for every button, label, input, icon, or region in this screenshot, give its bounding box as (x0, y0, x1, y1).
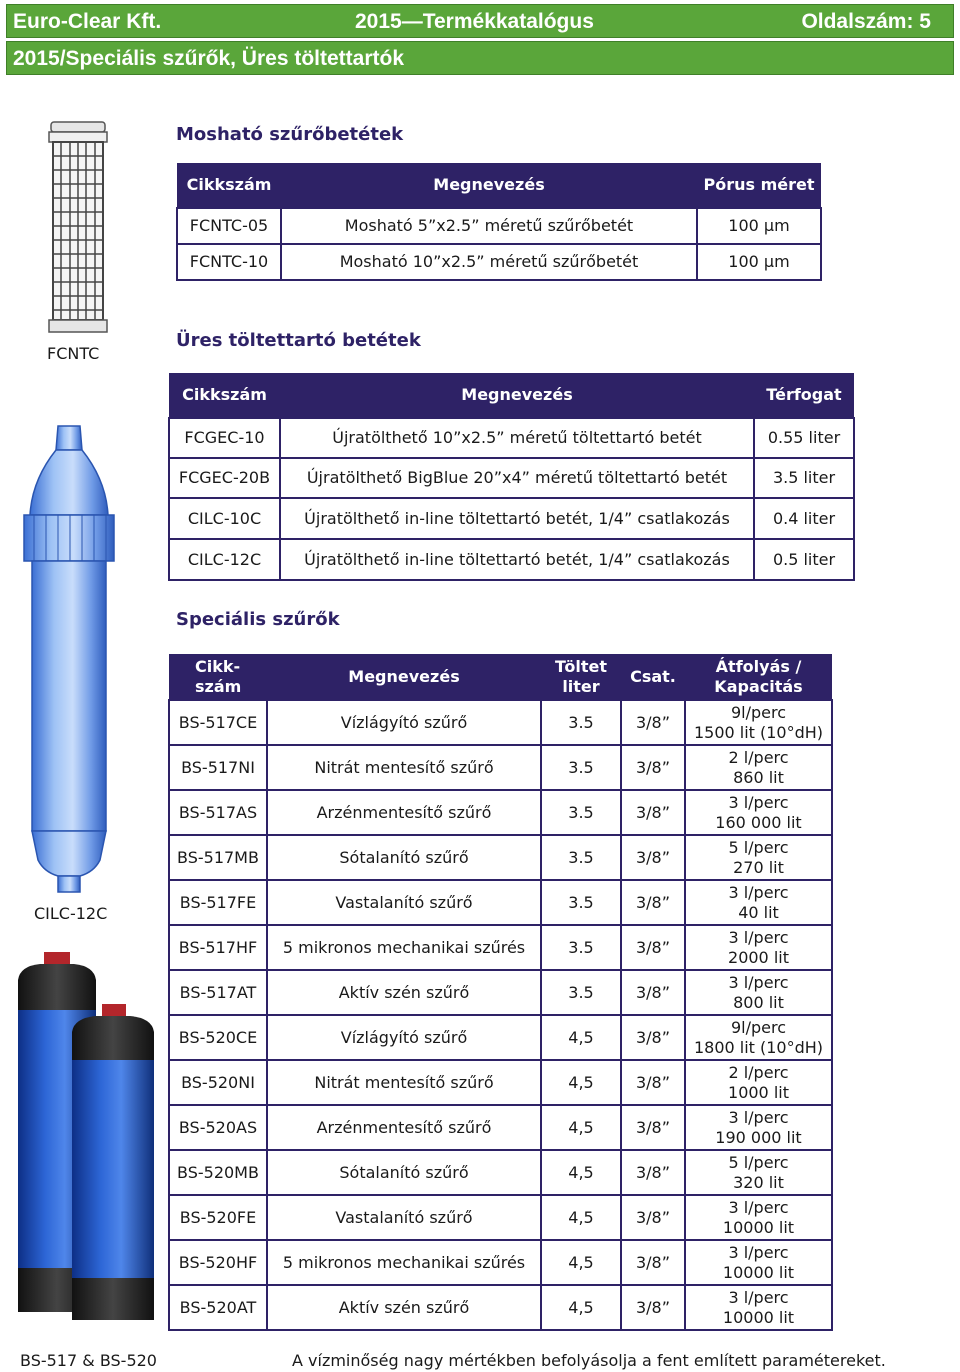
table-row (169, 1105, 832, 1150)
row-flow-rate: 3 l/perc (728, 1107, 789, 1127)
col-header-code: Cikk- szám (169, 654, 267, 700)
cilc-housing-image (14, 420, 124, 896)
row-flow-rate: 3 l/perc (728, 882, 789, 902)
col-header-name: Megnevezés (267, 654, 541, 700)
row-capacity-volume: 860 lit (733, 767, 784, 787)
row-capacity-volume: 800 lit (733, 992, 784, 1012)
bs-filters-image (10, 950, 158, 1324)
row-flow-rate: 3 l/perc (728, 972, 789, 992)
row-code: BS-520HF (169, 1240, 267, 1285)
row-capacity-volume: 10000 lit (722, 1217, 795, 1237)
row-capacity-volume: 10000 lit (722, 1307, 795, 1327)
cilc-image-label: CILC-12C (34, 904, 108, 923)
row-capacity-volume: 160 000 lit (715, 812, 802, 832)
row-fill: 3.5 (541, 880, 621, 925)
row-capacity-volume: 1800 lit (10°dH) (693, 1037, 824, 1057)
page-number: Oldalszám: 5 (801, 10, 931, 33)
row-name: 5 mikronos mechanikai szűrés (267, 925, 541, 970)
row-name: Arzénmentesítő szűrő (267, 1105, 541, 1150)
row-fill: 3.5 (541, 835, 621, 880)
row-flow-rate: 9l/perc (730, 702, 787, 722)
row-name: Vízlágyító szűrő (267, 700, 541, 745)
special-section-title: Speciális szűrők (176, 609, 340, 630)
row-name: Vízlágyító szűrő (267, 1015, 541, 1060)
col-header-code: Cikkszám (169, 373, 280, 418)
table-row (169, 925, 832, 970)
row-flow-rate: 2 l/perc (728, 747, 789, 767)
row-code: BS-520CE (169, 1015, 267, 1060)
row-connection: 3/8” (621, 835, 685, 880)
row-connection: 3/8” (621, 925, 685, 970)
col-header-name: Megnevezés (281, 163, 697, 208)
row-code: BS-517HF (169, 925, 267, 970)
table-row (169, 880, 832, 925)
empty-section-title: Üres töltettartó betétek (176, 330, 421, 351)
table-row (169, 1015, 832, 1060)
row-capacity (685, 1195, 832, 1240)
washable-section-title: Mosható szűrőbetétek (176, 124, 404, 145)
col-header-capacity: Átfolyás / Kapacitás (685, 654, 832, 700)
row-code: CILC-10C (169, 498, 280, 539)
row-volume: 0.5 liter (754, 539, 854, 580)
row-capacity (685, 1150, 832, 1195)
row-capacity (685, 790, 832, 835)
row-capacity-volume: 190 000 lit (715, 1127, 802, 1147)
table-row (169, 458, 854, 498)
row-pore: 100 μm (697, 208, 821, 244)
row-capacity-volume: 1000 lit (728, 1082, 789, 1102)
row-capacity-volume: 40 lit (738, 902, 779, 922)
table-row (169, 745, 832, 790)
table-row (169, 1195, 832, 1240)
row-capacity (685, 700, 832, 745)
table-row (177, 208, 821, 244)
row-code: BS-517MB (169, 835, 267, 880)
row-fill: 4,5 (541, 1240, 621, 1285)
row-flow-rate: 5 l/perc (728, 837, 789, 857)
row-volume: 3.5 liter (754, 458, 854, 498)
catalog-title: 2015—Termékkatalógus (355, 10, 594, 33)
row-flow-rate: 3 l/perc (728, 1197, 789, 1217)
table-row (169, 1240, 832, 1285)
fcntc-image-label: FCNTC (47, 344, 100, 363)
row-name: Újratölthető in-line töltettartó betét, 1/4” csatlakozás (280, 539, 754, 580)
row-code: BS-520NI (169, 1060, 267, 1105)
col-header-connection: Csat. (621, 654, 685, 700)
col-header-fill: Töltet liter (541, 654, 621, 700)
row-name: Aktív szén szűrő (267, 1285, 541, 1330)
table-row (169, 498, 854, 539)
row-name: Mosható 10”x2.5” méretű szűrőbetét (281, 244, 697, 280)
row-connection: 3/8” (621, 1015, 685, 1060)
row-capacity-volume: 1500 lit (10°dH) (693, 722, 824, 742)
row-name: Vastalanító szűrő (267, 880, 541, 925)
row-name: Nitrát mentesítő szűrő (267, 1060, 541, 1105)
row-capacity (685, 970, 832, 1015)
row-code: FCGEC-10 (169, 418, 280, 458)
row-code: BS-520MB (169, 1150, 267, 1195)
row-code: CILC-12C (169, 539, 280, 580)
row-code: BS-520FE (169, 1195, 267, 1240)
table-row (169, 1150, 832, 1195)
table-header-row (169, 654, 832, 700)
table-header-row (177, 163, 821, 208)
bs-image-label: BS-517 & BS-520 (20, 1351, 157, 1370)
table-row (169, 1285, 832, 1330)
company-name: Euro-Clear Kft. (13, 10, 162, 33)
row-flow-rate: 3 l/perc (728, 927, 789, 947)
row-capacity (685, 1105, 832, 1150)
row-flow-rate: 3 l/perc (728, 792, 789, 812)
table-row (169, 1060, 832, 1105)
row-code: BS-517AT (169, 970, 267, 1015)
row-fill: 4,5 (541, 1015, 621, 1060)
row-code: FCNTC-10 (177, 244, 281, 280)
table-row (169, 700, 832, 745)
row-connection: 3/8” (621, 1285, 685, 1330)
row-connection: 3/8” (621, 1105, 685, 1150)
row-code: BS-517FE (169, 880, 267, 925)
row-capacity (685, 835, 832, 880)
col-header-code: Cikkszám (177, 163, 281, 208)
row-capacity (685, 1285, 832, 1330)
row-code: BS-517CE (169, 700, 267, 745)
table-header-row (169, 373, 854, 418)
row-name: 5 mikronos mechanikai szűrés (267, 1240, 541, 1285)
row-connection: 3/8” (621, 970, 685, 1015)
washable-table (176, 163, 822, 281)
row-code: BS-517AS (169, 790, 267, 835)
table-row (169, 418, 854, 458)
row-fill: 3.5 (541, 925, 621, 970)
row-fill: 4,5 (541, 1285, 621, 1330)
row-capacity-volume: 2000 lit (728, 947, 789, 967)
row-name: Sótalanító szűrő (267, 1150, 541, 1195)
table-row (169, 790, 832, 835)
row-connection: 3/8” (621, 1195, 685, 1240)
subtitle-bar (6, 41, 954, 75)
row-connection: 3/8” (621, 1150, 685, 1195)
row-volume: 0.4 liter (754, 498, 854, 539)
header-bar (6, 4, 954, 38)
row-pore: 100 μm (697, 244, 821, 280)
row-capacity (685, 880, 832, 925)
special-filters-table (168, 654, 833, 1331)
col-header-pore: Pórus méret (697, 163, 821, 208)
table-row (177, 244, 821, 280)
col-header-name: Megnevezés (280, 373, 754, 418)
empty-cartridge-table (168, 373, 855, 581)
row-connection: 3/8” (621, 745, 685, 790)
row-capacity (685, 745, 832, 790)
row-flow-rate: 9l/perc (730, 1017, 787, 1037)
row-capacity (685, 925, 832, 970)
row-name: Mosható 5”x2.5” méretű szűrőbetét (281, 208, 697, 244)
row-capacity-volume: 10000 lit (722, 1262, 795, 1282)
row-connection: 3/8” (621, 880, 685, 925)
row-name: Újratölthető in-line töltettartó betét, 1/4” csatlakozás (280, 498, 754, 539)
row-flow-rate: 3 l/perc (728, 1287, 789, 1307)
row-capacity-volume: 270 lit (733, 857, 784, 877)
row-capacity (685, 1015, 832, 1060)
row-capacity (685, 1060, 832, 1105)
row-connection: 3/8” (621, 700, 685, 745)
col-header-volume: Térfogat (754, 373, 854, 418)
row-code: BS-520AT (169, 1285, 267, 1330)
row-name: Arzénmentesítő szűrő (267, 790, 541, 835)
row-code: BS-520AS (169, 1105, 267, 1150)
row-fill: 4,5 (541, 1105, 621, 1150)
row-fill: 4,5 (541, 1150, 621, 1195)
row-fill: 4,5 (541, 1195, 621, 1240)
table-row (169, 970, 832, 1015)
row-name: Sótalanító szűrő (267, 835, 541, 880)
row-flow-rate: 3 l/perc (728, 1242, 789, 1262)
fcntc-filter-image (46, 120, 110, 336)
row-name: Aktív szén szűrő (267, 970, 541, 1015)
table-row (169, 835, 832, 880)
row-flow-rate: 5 l/perc (728, 1152, 789, 1172)
row-connection: 3/8” (621, 1060, 685, 1105)
row-connection: 3/8” (621, 1240, 685, 1285)
row-name: Vastalanító szűrő (267, 1195, 541, 1240)
row-name: Újratölthető 10”x2.5” méretű töltettartó betét (280, 418, 754, 458)
row-fill: 3.5 (541, 790, 621, 835)
table-row (169, 539, 854, 580)
row-fill: 4,5 (541, 1060, 621, 1105)
row-fill: 3.5 (541, 700, 621, 745)
row-code: FCGEC-20B (169, 458, 280, 498)
page-subtitle: 2015/Speciális szűrők, Üres töltettartók (13, 47, 404, 70)
row-code: BS-517NI (169, 745, 267, 790)
row-volume: 0.55 liter (754, 418, 854, 458)
row-connection: 3/8” (621, 790, 685, 835)
row-flow-rate: 2 l/perc (728, 1062, 789, 1082)
row-fill: 3.5 (541, 745, 621, 790)
row-name: Nitrát mentesítő szűrő (267, 745, 541, 790)
row-capacity (685, 1240, 832, 1285)
row-fill: 3.5 (541, 970, 621, 1015)
row-code: FCNTC-05 (177, 208, 281, 244)
footer-note: A vízminőség nagy mértékben befolyásolja a fent említett paramétereket. (292, 1351, 886, 1370)
row-capacity-volume: 320 lit (733, 1172, 784, 1192)
row-name: Újratölthető BigBlue 20”x4” méretű töltettartó betét (280, 458, 754, 498)
